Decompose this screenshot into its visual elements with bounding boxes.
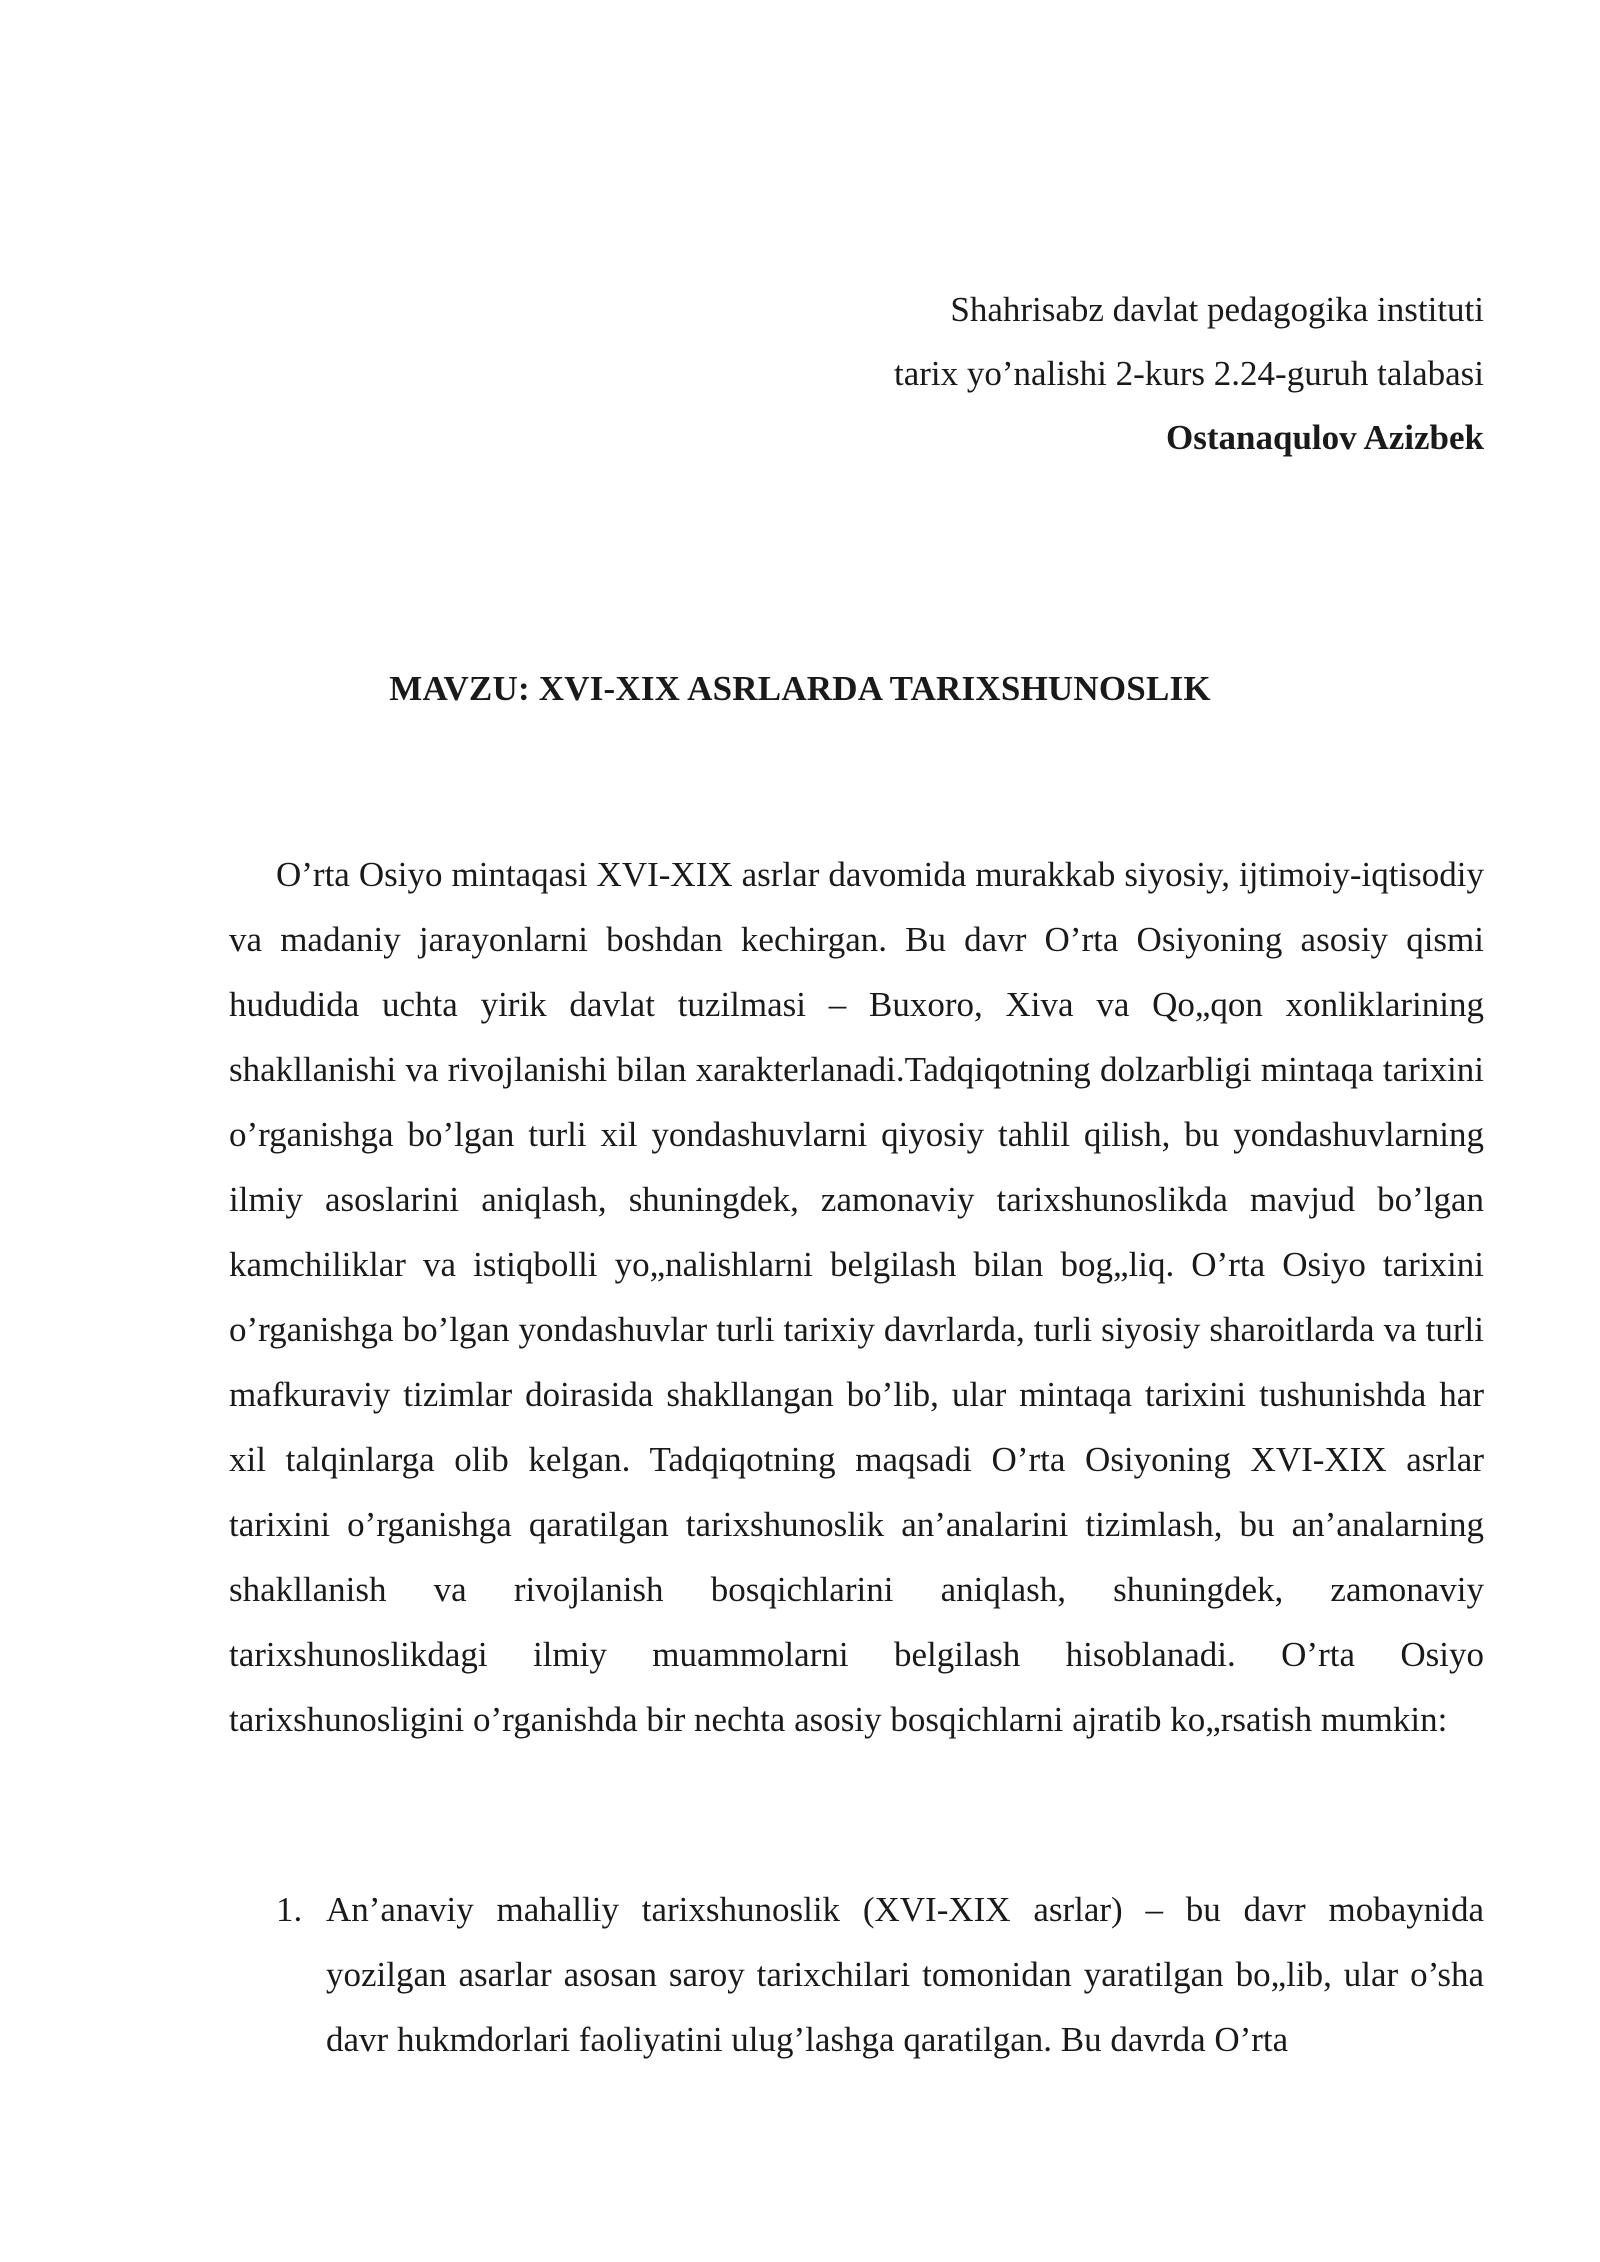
list-item [229,1877,1484,2072]
body-paragraph: O’rta Osiyo mintaqasi XVI-XIX asrlar davomida murakkab siyosiy, ijtimoiy-iqtisodiy va madaniy jarayonlarni boshdan kechirgan. Bu davr O’rta Osiyoning asosiy qismi hududida uchta yirik davlat tuzilmasi – Buxoro, Xiva va Qo„qon xonliklarining shakllanishi va rivojlanishi bilan xarakterlanadi.Tadqiqotning dolzarbligi mintaqa tarixini o’rganishga bo’lgan turli xil yondashuvlarni qiyosiy tahlil qilish, bu yondashuvlarning ilmiy asoslarini aniqlash, shuningdek, zamonaviy tarixshunoslikda mavjud bo’lgan kamchiliklar va istiqbolli yo„nalishlarni belgilash bilan bog„liq. O’rta Osiyo tarixini o’rganishga bo’lgan yondashuvlar turli tarixiy davrlarda, turli siyosiy sharoitlarda va turli mafkuraviy tizimlar doirasida shakllangan bo’lib, ular mintaqa tarixini tushunishda har xil talqinlarga olib kelgan. Tadqiqotning maqsadi O’rta Osiyoning XVI-XIX asrlar tarixini o’rganishga qaratilgan tarixshunoslik an’analarini tizimlash, bu an’analarning shakllanish va rivojlanish bosqichlarini aniqlash, shuningdek, zamonaviy tarixshunoslikdagi ilmiy muammolarni belgilash hisoblanadi. O’rta Osiyo tarixshunosligini o’rganishda bir nechta asosiy bosqichlarni ajratib ko„rsatish mumkin: [229,855,1484,1739]
list-item-number: 1. [276,1890,303,1929]
author-group: tarix yo’nalishi 2-kurs 2.24-guruh talabasi [893,354,1484,393]
document-title: MAVZU: XVI-XIX ASRLARDA TARIXSHUNOSLIK [389,669,1211,708]
author-name: Ostanaqulov Azizbek [1166,418,1484,457]
author-institute: Shahrisabz davlat pedagogika instituti [950,290,1484,329]
author-block [894,278,1484,470]
numbered-list [229,1877,1484,2072]
list-item-text: An’anaviy mahalliy tarixshunoslik (XVI-XIX asrlar) – bu davr mobaynida yozilgan asarlar asosan saroy tarixchilari tomonidan yaratilgan bo„lib, ular o’sha davr hukmdorlari faoliyatini ulug’lashga qaratilgan. Bu davrda O’rta [326,1890,1484,2059]
